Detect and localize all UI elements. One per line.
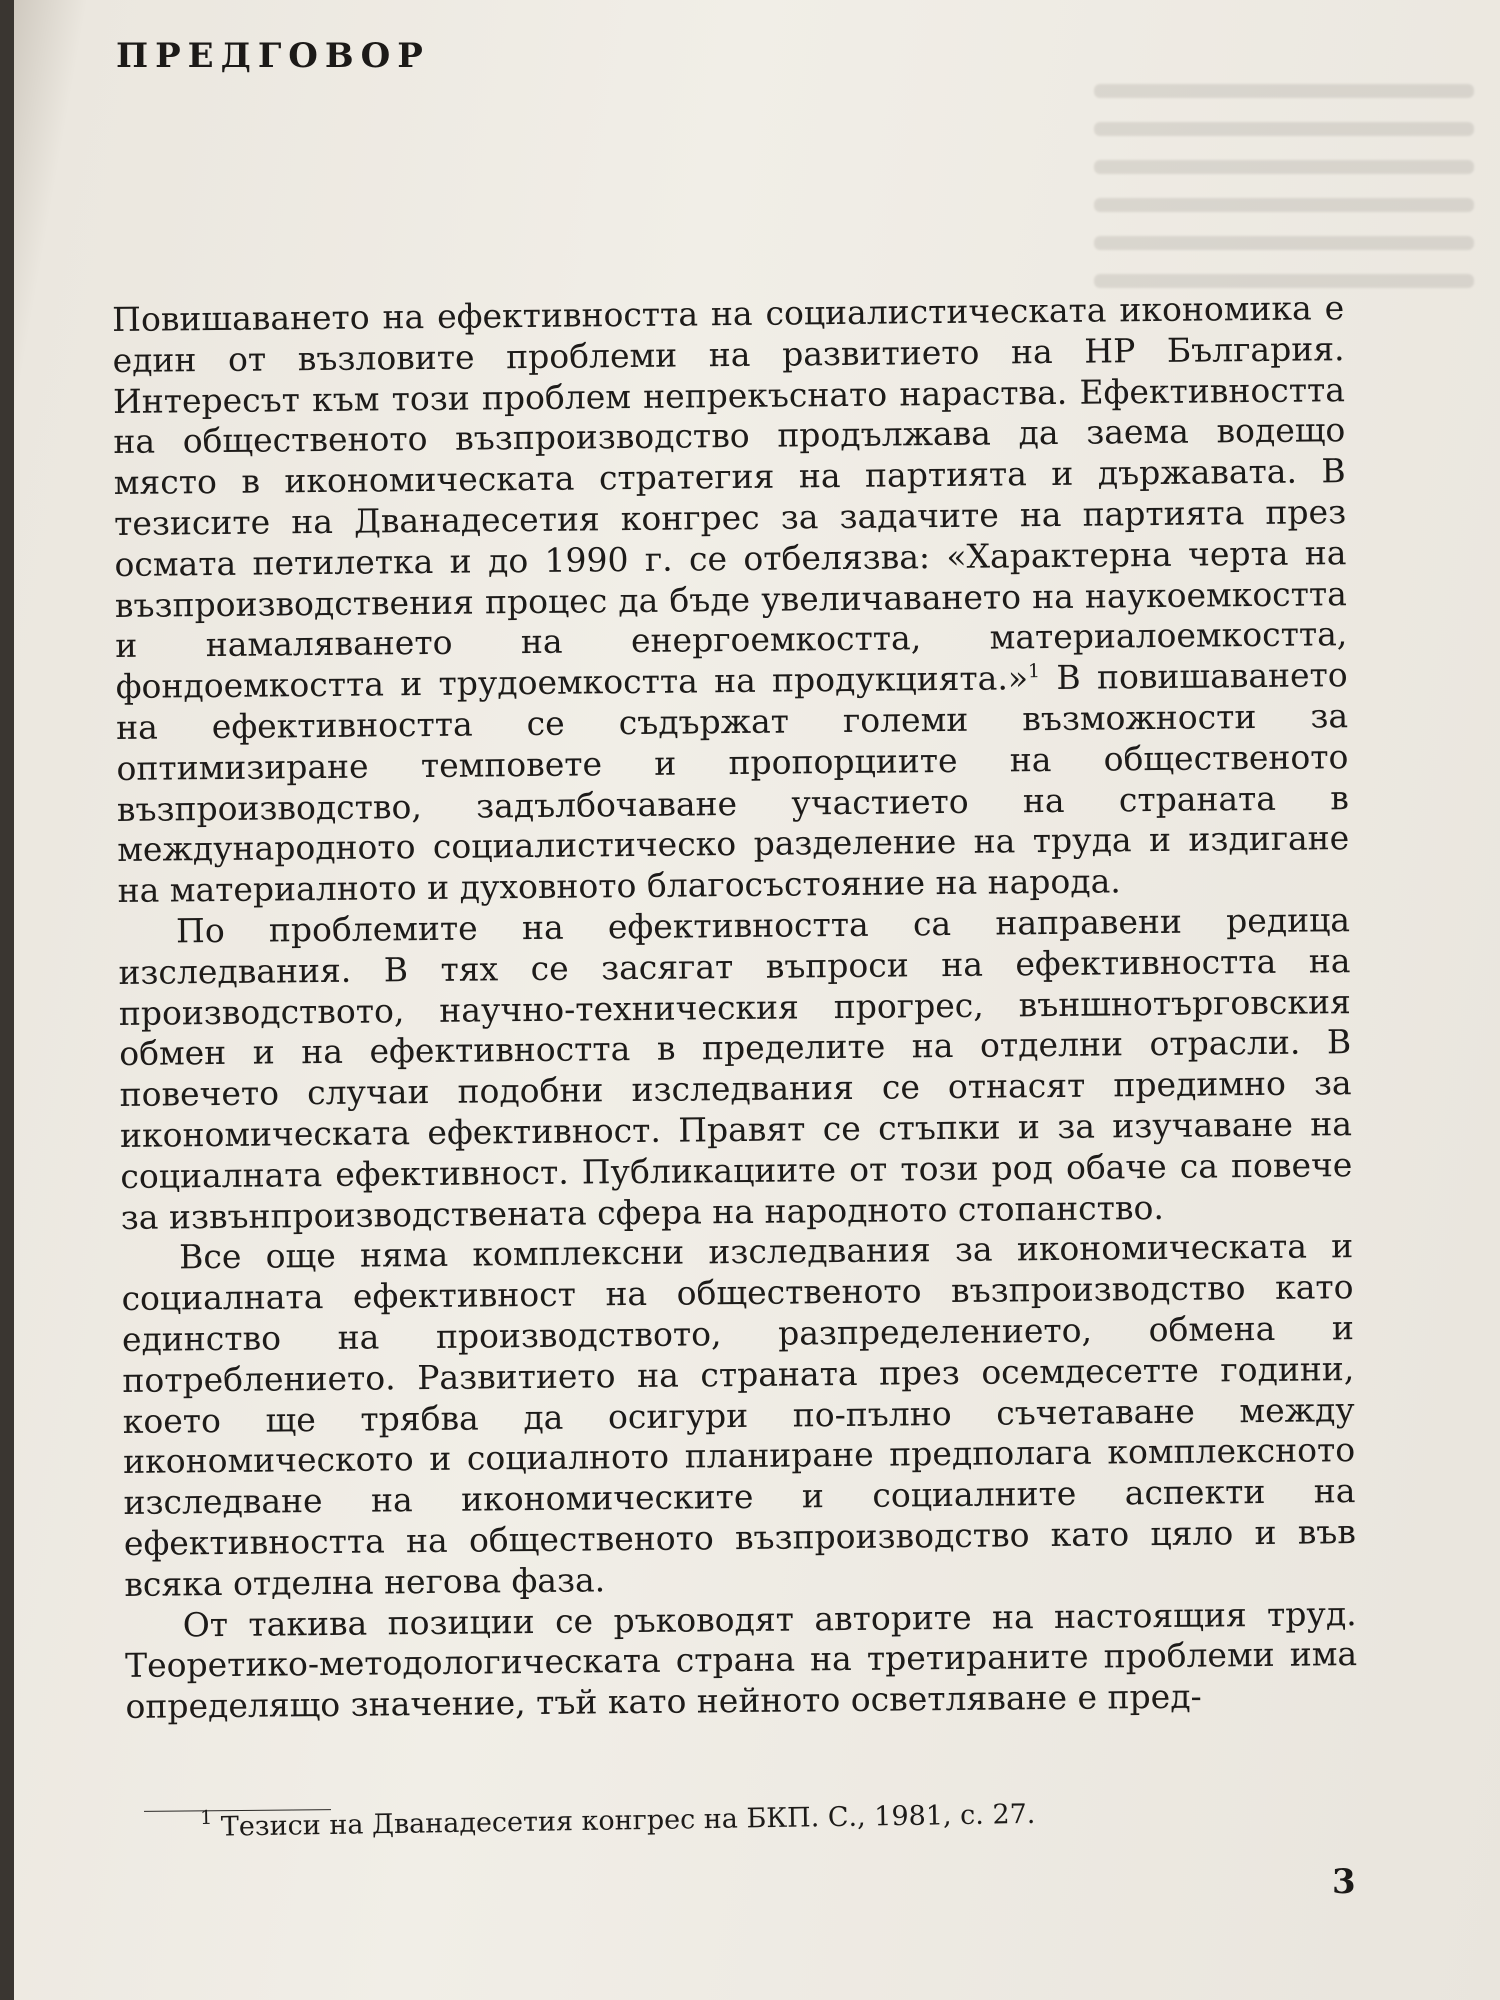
book-page bbox=[14, 0, 1500, 2000]
body-text bbox=[112, 288, 1358, 1728]
footnote-reference: 1 bbox=[1027, 660, 1041, 683]
footnote: $^1$ Тезиси на Дванадесетия конгрес на БКП. С., 1981, с. 27. bbox=[199, 1798, 1036, 1843]
page-number: 3 bbox=[1332, 1862, 1356, 1902]
page-title: ПРЕДГОВОР bbox=[116, 36, 430, 76]
paragraph-4: От такива позиции се ръководят авторите на настоящия труд. Теоретико-методологическата страна на третираните проблеми има определящо значение, тъй като нейното осветляване е пред- bbox=[124, 1593, 1358, 1727]
footnote-marker: 1 bbox=[199, 1806, 213, 1829]
paragraph-1: Повишаването на ефективността на социалистическата икономика е един от възловите проблеми на развитието на НР България. Интересът към този проблем непрекъснато нараства. Ефективността на общественото възпроизводство продължава да заема водещо място в икономическата стратегия на партията и държавата. В тезисите на Дванадесетия конгрес за задачите на партията през осмата петилетка и до 1990 г. се отбелязва: «Характерна черта на възпроизводствения процес да бъде увеличаването на наукоемкостта и намаляването на енергоемкостта, материалоемкостта, фондоемкостта и трудоемкостта на продукцията.»$^1$ В повишаването на ефективността се съдържат големи възможности за оптимизиране темповете и пропорциите на общественото възпроизводство, задълбочаване участието на страната в международното социалистическо разделение на труда и издигане на материалното и духовното благосъстояние на народа. bbox=[112, 288, 1350, 911]
paragraph-2: По проблемите на ефективността са направени редица изследвания. В тях се засягат въпроси на ефективността на производството, научно-техническия прогрес, външнотърговския обмен и на ефективността в пределите на отделни отрасли. В повечето случаи подобни изследвания се отнасят предимно за икономическата ефективност. Правят се стъпки и за изучаване на социалната ефективност. Публикациите от този род обаче са повече за извънпроизводствената сфера на народното стопанство. bbox=[118, 900, 1353, 1237]
paragraph-3: Все още няма комплексни изследвания за икономическата и социалната ефективност на общественото възпроизводство като единство на производството, разпределението, обмена и потреблението. Развитието на страната през осемдесетте години, което ще трябва да осигури по-пълно съчетаване между икономическото и социалното планиране предполага комплексното изследване на икономическите и социалните аспекти на ефективността на общественото възпроизводство като цяло и във всяка отделна негова фаза. bbox=[121, 1226, 1357, 1604]
